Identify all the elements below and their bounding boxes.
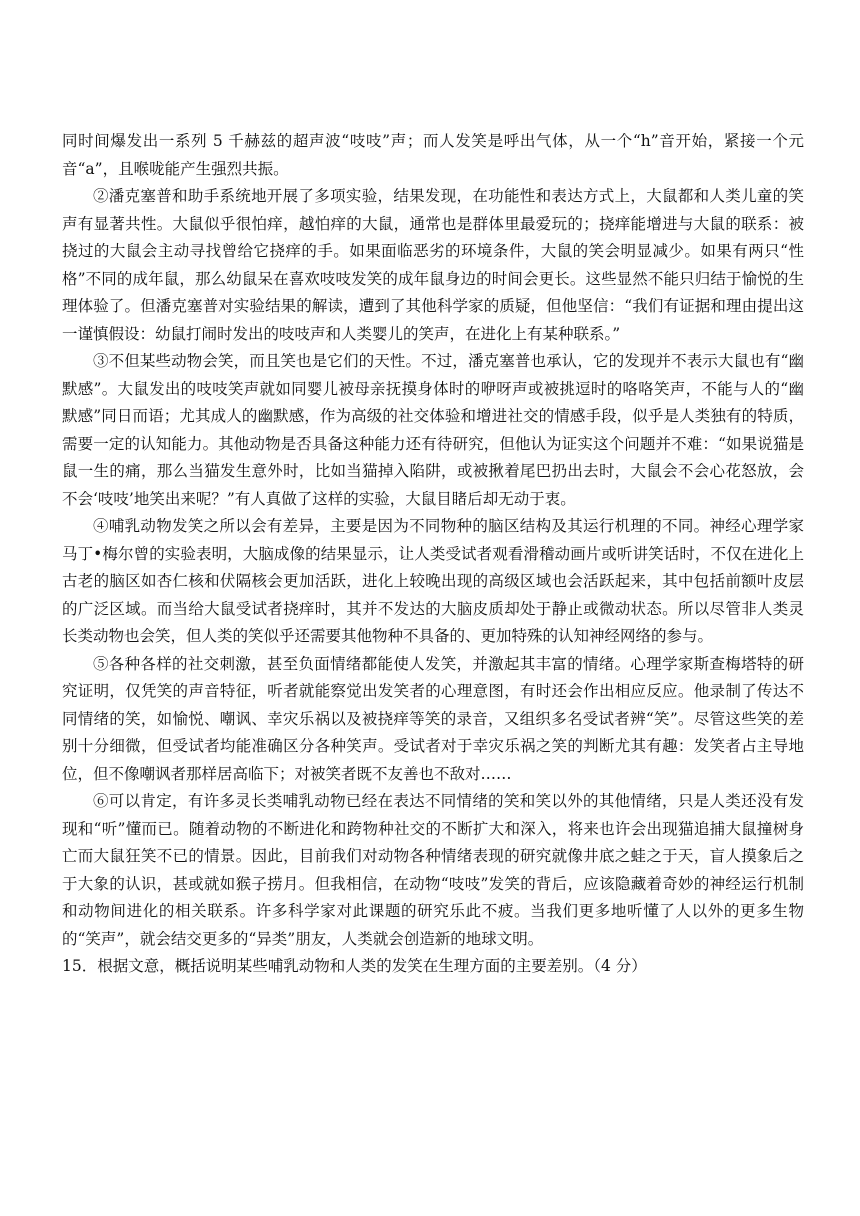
paragraph-2: ②潘克塞普和助手系统地开展了多项实验，结果发现，在功能性和表达方式上，大鼠都和人类儿童的笑声有显著共性。大鼠似乎很怕痒，越怕痒的大鼠，通常也是群体里最爱玩的；挠痒能增进与大鼠的联系：被挠过的大鼠会主动寻找曾给它挠痒的手。如果面临恶劣的环境条件，大鼠的笑会明显减少。如果有两只“性格”不同的成年鼠，那么幼鼠呆在喜欢吱吱发笑的成年鼠身边的时间会更长。这些显然不能只归结于愉悦的生理体验了。但潘克塞普对实验结果的解读，遭到了其他科学家的质疑，但他坚信：“我们有证据和理由提出这一谨慎假设：幼鼠打闹时发出的吱吱声和人类婴儿的笑声，在进化上有某种联系。” bbox=[62, 187, 804, 343]
document-page bbox=[62, 128, 804, 981]
paragraph-5: ⑤各种各样的社交刺激，甚至负面情绪都能使人发笑，并激起其丰富的情绪。心理学家斯查梅塔特的研究证明，仅凭笑的声音特征，听者就能察觉出发笑者的心理意图，有时还会作出相应反应。他录制了传达不同情绪的笑，如愉悦、嘲讽、幸灾乐祸以及被挠痒等笑的录音，又组织多名受试者辨“笑”。尽管这些笑的差别十分细微，但受试者均能准确区分各种笑声。受试者对于幸灾乐祸之笑的判断尤其有趣：发笑者占主导地位，但不像嘲讽者那样居高临下；对被笑者既不友善也不敌对…… bbox=[62, 654, 804, 783]
paragraph-3: ③不但某些动物会笑，而且笑也是它们的天性。不过，潘克塞普也承认，它的发现并不表示大鼠也有“幽默感”。大鼠发出的吱吱笑声就如同婴儿被母亲抚摸身体时的咿呀声或被挑逗时的咯咯笑声，不能与人的“幽默感”同日而语；尤其成人的幽默感，作为高级的社交体验和增进社交的情感手段，似乎是人类独有的特质，需要一定的认知能力。其他动物是否具备这种能力还有待研究，但他认为证实这个问题并不难：“如果说猫是鼠一生的痛，那么当猫发生意外时，比如当猫掉入陷阱，或被揪着尾巴扔出去时，大鼠会不会心花怒放，会不会‘吱吱’地笑出来呢？”有人真做了这样的实验，大鼠目睹后却无动于衷。 bbox=[62, 352, 804, 508]
paragraph-continuation: 同时间爆发出一系列 5 千赫兹的超声波“吱吱”声；而人发笑是呼出气体，从一个“h”音开始，紧接一个元音“a”，且喉咙能产生强烈共振。 bbox=[62, 132, 804, 178]
paragraph-6: ⑥可以肯定，有许多灵长类哺乳动物已经在表达不同情绪的笑和笑以外的其他情绪，只是人类还没有发现和“听”懂而已。随着动物的不断进化和跨物种社交的不断扩大和深入，将来也许会出现猫追捕大鼠撞树身亡而大鼠狂笑不已的情景。因此，目前我们对动物各种情绪表现的研究就像井底之蛙之于天，盲人摸象后之于大象的认识，甚或就如猴子捞月。但我相信，在动物“吱吱”发笑的背后，应该隐藏着奇妙的神经运行机制和动物间进化的相关联系。许多科学家对此课题的研究乐此不疲。当我们更多地听懂了人以外的更多生物的“笑声”，就会结交更多的“异类”朋友，人类就会创造新的地球文明。 bbox=[62, 792, 804, 948]
paragraph-4: ④哺乳动物发笑之所以会有差异，主要是因为不同物种的脑区结构及其运行机理的不同。神经心理学家马丁•梅尔曾的实验表明，大脑成像的结果显示，让人类受试者观看滑稽动画片或听讲笑话时，不仅在进化上古老的脑区如杏仁核和伏隔核会更加活跃，进化上较晚出现的高级区域也会活跃起来，其中包括前额叶皮层的广泛区域。而当给大鼠受试者挠痒时，其并不发达的大脑皮质却处于静止或微动状态。所以尽管非人类灵长类动物也会笑，但人类的笑似乎还需要其他物种不具备的、更加特殊的认知神经网络的参与。 bbox=[62, 517, 804, 645]
question-15: 15．根据文意，概括说明某些哺乳动物和人类的发笑在生理方面的主要差别。（4 分） bbox=[62, 957, 647, 975]
